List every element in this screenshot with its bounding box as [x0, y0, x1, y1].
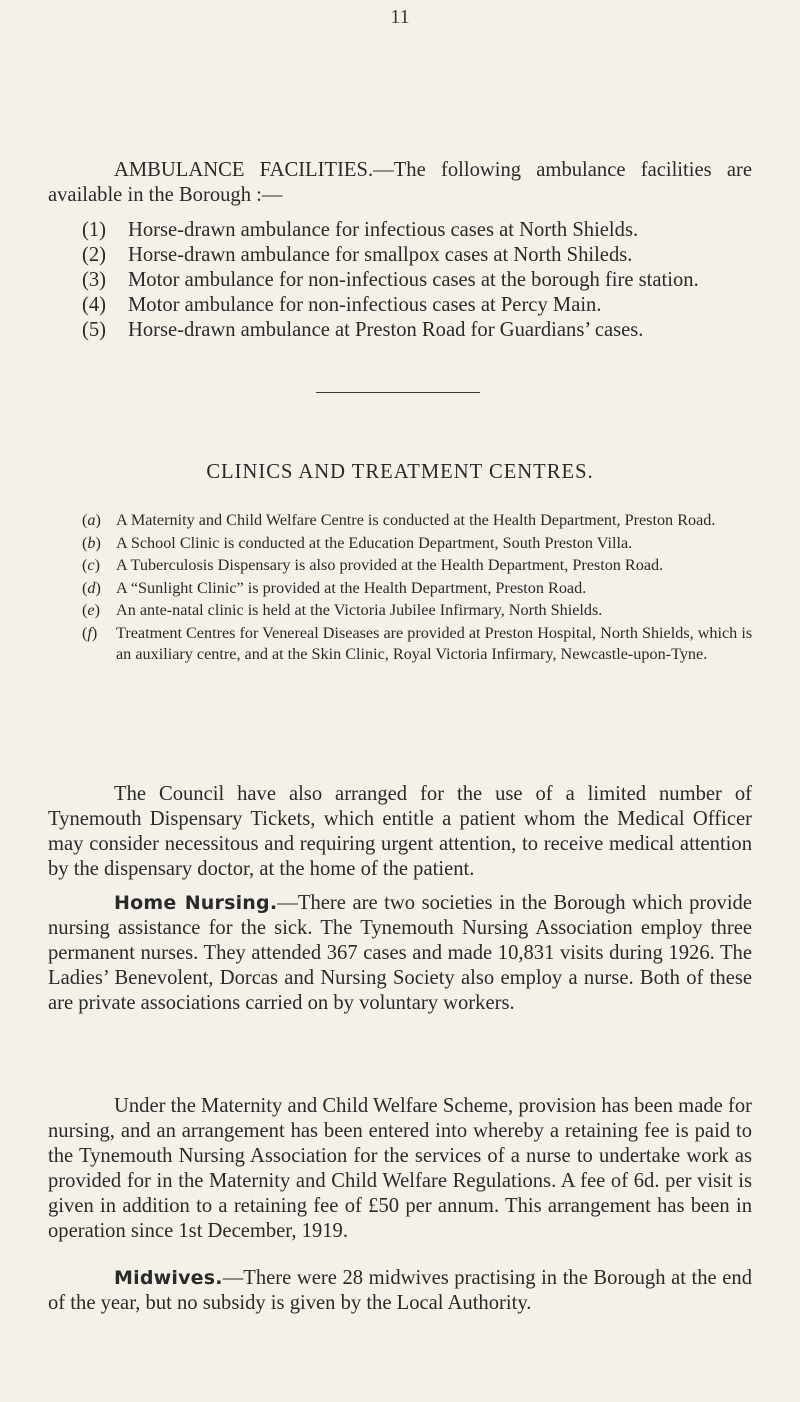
page-number: 11 — [390, 6, 410, 28]
item-text: A Maternity and Child Welfare Centre is conducted at the Health Department, Preston Road. — [116, 511, 716, 529]
item-label: (c) — [82, 556, 100, 575]
clinics-heading: CLINICS AND TREATMENT CENTRES. — [206, 461, 594, 483]
midwives-section — [48, 1266, 752, 1316]
home-nursing-title: Home Nursing. — [114, 892, 278, 914]
list-item — [82, 510, 768, 531]
item-number: (2) — [82, 244, 107, 266]
home-nursing-text: —There are two societies in the Borough which provide nursing assistance for the sick. The Tynemouth Nursing Association employ three permanent nurses. They attended 367 cases and made 10,831 visits during 1926. The Ladies’ Benevolent, Dorcas and Nursing Society also employ a nurse. Both of these are private associations carried on by voluntary workers. — [48, 892, 752, 1014]
item-label: (f) — [82, 623, 98, 642]
council-section — [48, 782, 752, 882]
item-number: (4) — [82, 294, 107, 316]
item-label: (e) — [82, 601, 100, 620]
list-item — [82, 555, 768, 576]
midwives-text: —There were 28 midwives practising in the Borough at the end of the year, but no subsidy is given by the Local Authority. — [48, 1267, 752, 1314]
list-item — [82, 533, 768, 554]
item-label: (b) — [82, 533, 101, 552]
item-text: Horse-drawn ambulance for infectious cases at North Shields. — [128, 219, 639, 241]
clinics-list — [82, 510, 768, 666]
list-item — [82, 578, 768, 599]
section-divider — [316, 392, 480, 393]
item-text: Horse-drawn ambulance for smallpox cases at North Shileds. — [128, 244, 633, 266]
item-number: (3) — [82, 269, 107, 291]
item-text: An ante-natal clinic is held at the Victoria Jubilee Infirmary, North Shields. — [116, 601, 603, 620]
list-item — [82, 293, 754, 318]
list-item — [82, 623, 768, 664]
ambulance-section — [48, 158, 752, 208]
item-label: (d) — [82, 578, 101, 597]
item-number: (5) — [82, 319, 107, 341]
item-text: Horse-drawn ambulance at Preston Road for Guardians’ cases. — [128, 319, 644, 341]
list-item — [82, 268, 754, 293]
list-item — [82, 243, 754, 268]
list-item — [82, 600, 768, 621]
item-text: Treatment Centres for Venereal Diseases are provided at Preston Hospital, North Shields, which is an auxiliary centre, and at the Skin Clinic, Royal Victoria Infirmary, Newcastle-upon-Tyne. — [116, 623, 753, 663]
item-text: A Tuberculosis Dispensary is also provided at the Health Department, Preston Road. — [116, 556, 664, 575]
scheme-paragraph: Under the Maternity and Child Welfare Scheme, provision has been made for nursing, and an arrangement has been entered into whereby a retaining fee is paid to the Tynemouth Nursing Association for the services of a nurse to undertake work as provided for in the Maternity and Child Welfare Regulations. A fee of 6d. per visit is given in addition to a retaining fee of £50 per annum. This arrangement has been in operation since 1st December, 1919. — [48, 1095, 752, 1242]
item-text: A School Clinic is conducted at the Education Department, South Preston Villa. — [116, 533, 633, 552]
item-text: Motor ambulance for non-infectious cases at Percy Main. — [128, 294, 602, 316]
ambulance-intro: AMBULANCE FACILITIES.—The following ambulance facilities are available in the Borough :— — [48, 159, 752, 206]
list-item — [82, 318, 754, 343]
list-item — [82, 218, 754, 243]
council-paragraph: The Council have also arranged for the use of a limited number of Tynemouth Dispensary Tickets, which entitle a patient whom the Medical Officer may consider necessitous and requiring urgent attention, to receive medical attention by the dispensary doctor, at the home of the patient. — [48, 783, 752, 880]
midwives-paragraph — [48, 1266, 752, 1316]
home-nursing-paragraph — [48, 891, 752, 1016]
ambulance-list — [82, 218, 754, 343]
item-label: (a) — [82, 511, 101, 529]
item-number: (1) — [82, 219, 107, 241]
midwives-title: Midwives. — [114, 1267, 223, 1289]
item-text: A “Sunlight Clinic” is provided at the Health Department, Preston Road. — [116, 578, 587, 597]
scheme-section — [48, 1094, 752, 1244]
home-nursing-section — [48, 891, 752, 1016]
item-text: Motor ambulance for non-infectious cases at the borough fire station. — [128, 269, 699, 291]
